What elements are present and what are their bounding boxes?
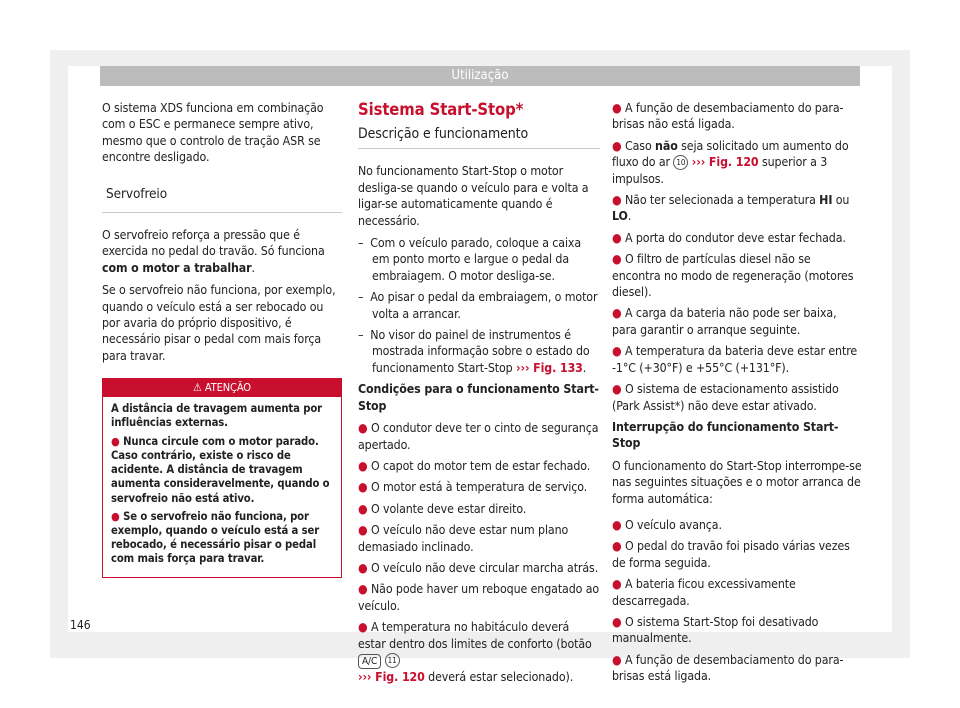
condition-item: ● A temperatura no habitáculo deverá estar dentro dos limites de conforto (botão A/C 11 ››› Fig. 120 deverá estar selecionado). bbox=[358, 620, 592, 684]
section-title-start-stop: Sistema Start-Stop* bbox=[358, 100, 524, 119]
xds-paragraph: O sistema XDS funciona em combinação com o ESC e permanece sempre ativo, mesmo que o controlo de tração ASR se encontre desligado. bbox=[102, 101, 324, 165]
condition-item: ● Não pode haver um reboque engatado ao veículo. bbox=[358, 582, 600, 613]
interruption-item: ● O veículo avança. bbox=[612, 517, 722, 532]
figure-link[interactable]: ››› Fig. 120 bbox=[691, 155, 759, 170]
warning-lead: A distância de travagem aumenta por influências externas. bbox=[111, 402, 323, 430]
warning-item: ● Nunca circule com o motor parado. Caso contrário, existe o risco de acidente. A distância de travagem aumenta consideravelmente, quando o servofreio não está ativo. bbox=[111, 434, 330, 505]
figure-link[interactable]: ››› Fig. 133 bbox=[516, 360, 583, 375]
warning-body bbox=[103, 397, 341, 576]
intro-paragraph: No funcionamento Start-Stop o motor desliga-se quando o veículo para e volta a ligar-se automaticamente quando é necessário. bbox=[358, 164, 589, 228]
step-item: – Ao pisar o pedal da embraiagem, o motor volta a arrancar. bbox=[358, 290, 598, 321]
condition-item: ● Não ter selecionada a temperatura HI ou LO. bbox=[612, 193, 850, 224]
condition-item: ● O veículo não deve estar num plano demasiado inclinado. bbox=[358, 523, 569, 554]
step-item: – Com o veículo parado, coloque a caixa em ponto morto e largue o pedal da embraiagem. O motor desliga-se. bbox=[358, 236, 582, 283]
number-callout-icon: 11 bbox=[385, 653, 400, 668]
condition-item: ● O condutor deve ter o cinto de segurança apertado. bbox=[358, 421, 599, 452]
section-heading-servofreio: Servofreio bbox=[102, 186, 342, 213]
interruption-item: ● A função de desembaciamento do para-brisas está ligada. bbox=[612, 652, 844, 684]
warning-triangle-icon: ⚠ bbox=[192, 381, 202, 395]
interruption-item: ● O sistema Start-Stop foi desativado manualmente. bbox=[612, 614, 819, 646]
condition-item: ● O capot do motor tem de estar fechado. bbox=[358, 458, 591, 473]
interruption-item: ● A bateria ficou excessivamente descarregada. bbox=[612, 577, 796, 608]
header-title: Utilização bbox=[100, 66, 860, 86]
number-callout-icon: 10 bbox=[673, 155, 688, 170]
column-1 bbox=[102, 100, 342, 578]
condition-item: ● O filtro de partículas diesel não se encontra no modo de regeneração (motores diesel). bbox=[612, 252, 854, 300]
page-number: 146 bbox=[70, 618, 91, 632]
condition-item: ● A porta do condutor deve estar fechada. bbox=[612, 230, 846, 245]
condition-item: ● O volante deve estar direito. bbox=[358, 501, 527, 516]
condition-item: ● A função de desembaciamento do para-brisas não está ligada. bbox=[612, 101, 844, 132]
warning-item: ● Se o servofreio não funciona, por exemplo, quando o veículo está a ser rebocado, é necessário pisar o pedal com mais força para travar. bbox=[111, 509, 320, 566]
condition-item: ● O sistema de estacionamento assistido (Park Assist*) não deve estar ativado. bbox=[612, 382, 839, 413]
interruption-item: ● O pedal do travão foi pisado várias vezes de forma seguida. bbox=[612, 539, 850, 570]
column-2 bbox=[358, 100, 600, 690]
ac-button-symbol: A/C bbox=[358, 654, 381, 669]
warning-box bbox=[102, 378, 342, 577]
column-3 bbox=[612, 100, 862, 690]
step-item: – No visor do painel de instrumentos é mostrada informação sobre o estado do funcionamento Start-Stop ››› Fig. 133. bbox=[358, 328, 590, 375]
figure-link[interactable]: ››› Fig. 120 bbox=[358, 669, 425, 684]
condition-item: ● O motor está à temperatura de serviço. bbox=[358, 480, 588, 495]
conditions-title: Condições para o funcionamento Start-Stop bbox=[358, 382, 599, 413]
subsection-title: Descrição e funcionamento bbox=[358, 126, 600, 149]
condition-item: ● A carga da bateria não pode ser baixa, para garantir o arranque seguinte. bbox=[612, 306, 837, 337]
servofreio-paragraph-2: Se o servofreio não funciona, por exemplo, quando o veículo está a ser rebocado ou por avaria do próprio dispositivo, é necessário pisar o pedal com mais força para travar. bbox=[102, 283, 336, 363]
interruption-title: Interrupção do funcionamento Start-Stop bbox=[612, 419, 839, 451]
warning-header: ⚠ ATENÇÃO bbox=[103, 379, 341, 397]
condition-item: ● O veículo não deve circular marcha atrás. bbox=[358, 560, 599, 575]
condition-item: ● A temperatura da bateria deve estar entre -1°C (+30°F) e +55°C (+131°F). bbox=[612, 344, 858, 375]
condition-item: ● Caso não seja solicitado um aumento do fluxo do ar 10 ››› Fig. 120 superior a 3 impulsos. bbox=[612, 138, 849, 186]
interruption-text: O funcionamento do Start-Stop interrompe-se nas seguintes situações e o motor arranca de forma automática: bbox=[612, 458, 862, 506]
servofreio-paragraph-1: O servofreio reforça a pressão que é exercida no pedal do travão. Só funciona com o motor a trabalhar. bbox=[102, 228, 325, 275]
